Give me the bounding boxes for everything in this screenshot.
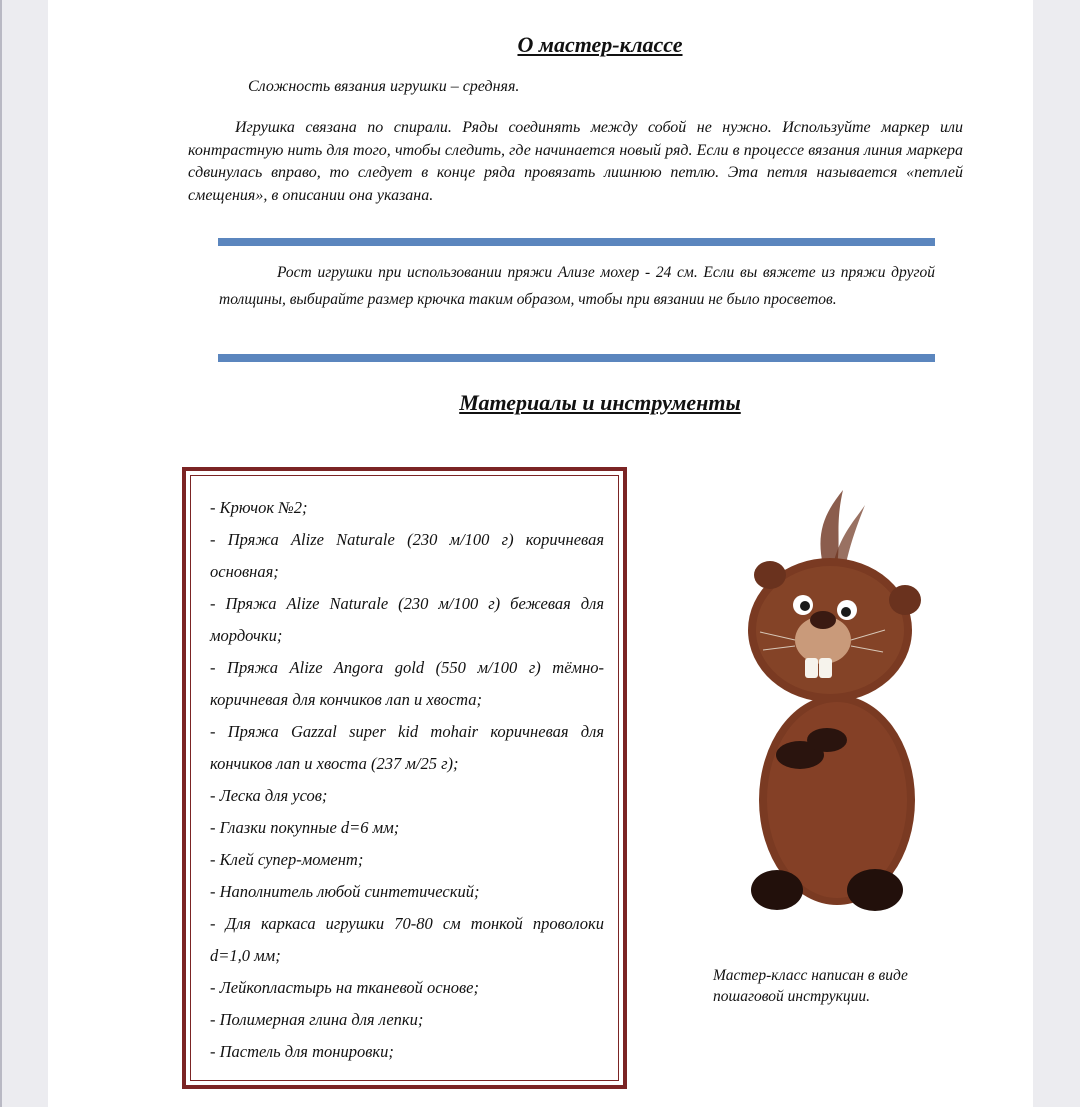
material-item: - Полимерная глина для лепки; bbox=[210, 1010, 424, 1029]
photo-caption: Мастер-класс написан в виде пошаговой инструкции. bbox=[713, 967, 908, 1005]
material-item: - Крючок №2; bbox=[210, 498, 308, 517]
blue-rule-top bbox=[218, 238, 935, 246]
difficulty-text: Сложность вязания игрушки – средняя. bbox=[248, 78, 520, 95]
beaver-toy-photo bbox=[715, 470, 960, 950]
about-title: О мастер-классе bbox=[517, 32, 683, 57]
height-note: Рост игрушки при использовании пряжи Ализе мохер - 24 см. Если вы вяжете из пряжи другой толщины, выбирайте размер крючка таким образом, чтобы при вязании не было просветов. bbox=[219, 264, 935, 308]
materials-title: Материалы и инструменты bbox=[459, 390, 741, 415]
material-item: - Лейкопластырь на тканевой основе; bbox=[210, 978, 480, 997]
material-item: - Клей супер-момент; bbox=[210, 850, 364, 869]
blue-rule-bottom bbox=[218, 354, 935, 362]
material-item: - Пряжа Alize Naturale (230 м/100 г) бежевая для мордочки; bbox=[210, 594, 604, 645]
material-item: - Пастель для тонировки; bbox=[210, 1042, 394, 1061]
material-item: - Пряжа Gazzal super kid mohair коричневая для кончиков лап и хвоста (237 м/25 г); bbox=[210, 722, 604, 773]
spiral-paragraph: Игрушка связана по спирали. Ряды соединять между собой не нужно. Используйте маркер или контрастную нить для того, чтобы следить, где начинается новый ряд. Если в процессе вязания линия маркера сдвинулась вправо, то следует в конце ряда провязать лишнюю петлю. Эта петля называется «петлей смещения», в описании она указана. bbox=[188, 119, 963, 204]
material-item: - Леска для усов; bbox=[210, 786, 328, 805]
material-item: - Пряжа Alize Naturale (230 м/100 г) коричневая основная; bbox=[210, 530, 604, 581]
material-item: - Для каркаса игрушки 70-80 см тонкой проволоки d=1,0 мм; bbox=[210, 914, 604, 965]
material-item: - Глазки покупные d=6 мм; bbox=[210, 818, 400, 837]
material-item: - Пряжа Alize Angora gold (550 м/100 г) тёмно-коричневая для кончиков лап и хвоста; bbox=[210, 658, 604, 709]
materials-list bbox=[210, 492, 604, 1068]
page-left-edge bbox=[0, 0, 2, 1107]
material-item: - Наполнитель любой синтетический; bbox=[210, 882, 480, 901]
